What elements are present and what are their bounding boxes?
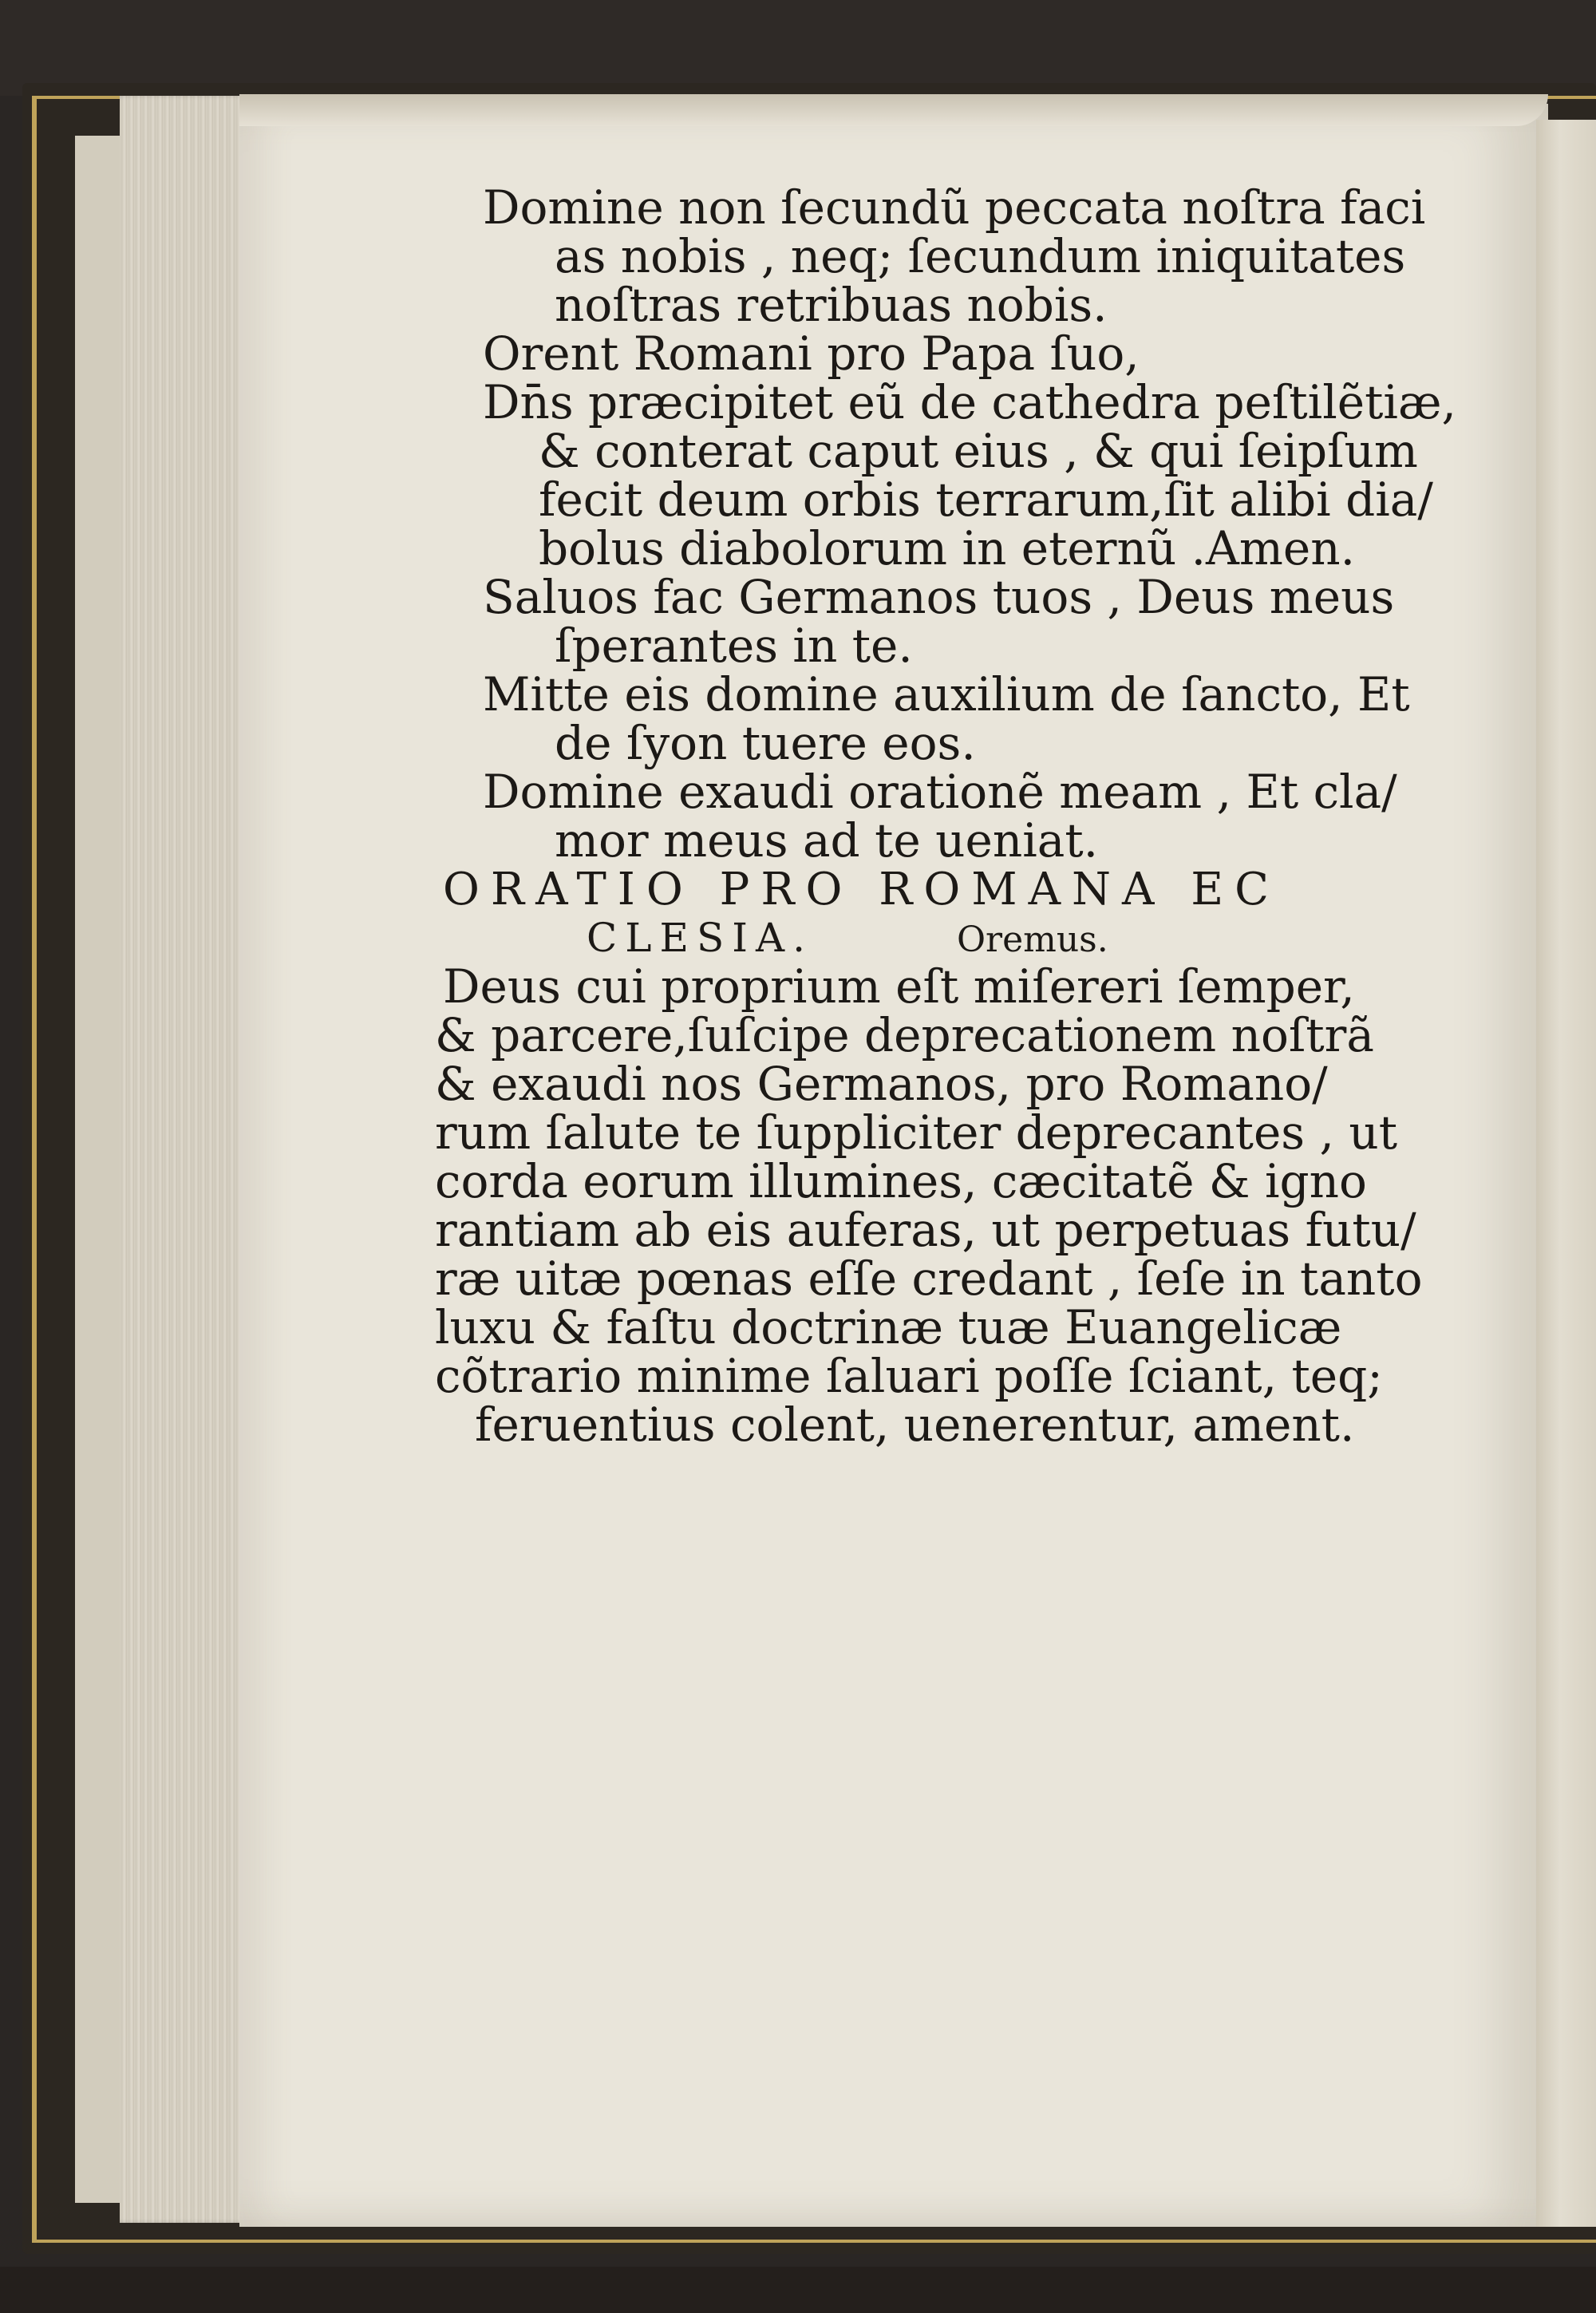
oremus-label: Oremus.	[956, 919, 1108, 960]
page-stack	[120, 96, 247, 2223]
prayer-line: feruentius colent, uenerentur, ament.	[475, 1398, 1355, 1452]
text-line: Dn̄s præcipitet eũ de cathedra peſtilẽtiæ,	[483, 375, 1456, 429]
text-line: ſperantes in te.	[555, 619, 913, 673]
text-line: Orent Romani pro Papa ſuo,	[483, 326, 1140, 381]
prayer-line: & exaudi nos Germanos, pro Romano/	[435, 1057, 1328, 1111]
text-line: fecit deum orbis terrarum,ſit alibi dia/	[539, 472, 1433, 527]
text-line: & conterat caput eius , & qui ſeipſum	[539, 424, 1418, 478]
prayer-line: & parcere,ſuſcipe deprecationem noſtrã	[435, 1008, 1374, 1062]
facing-page-edge	[1536, 120, 1596, 2227]
background-top	[0, 0, 1596, 96]
prayer-line: cõtrario minime ſaluari poſſe ſciant, teq;	[435, 1349, 1383, 1403]
prayer-line: corda eorum illumines, cæcitatẽ & igno	[435, 1154, 1367, 1208]
page-text	[435, 180, 1504, 1452]
text-line: Domine non ſecundũ peccata noſtra faci	[483, 180, 1426, 235]
prayer-line: ræ uitæ pœnas eſſe credant , ſeſe in tanto	[435, 1251, 1423, 1306]
text-line: noſtras retribuas nobis.	[555, 278, 1108, 332]
prayer-line: luxu & faſtu doctrinæ tuæ Euangelicæ	[435, 1300, 1342, 1354]
prayer-line: rum ſalute te ſuppliciter deprecantes , ut	[435, 1105, 1398, 1160]
text-line: Domine exaudi orationẽ meam , Et cla/	[483, 765, 1397, 819]
section-heading: ORATIO PRO ROMANA EC	[443, 864, 1281, 915]
page-top-curl	[239, 94, 1548, 126]
prayer-line: Deus cui proprium eſt miſereri ſemper,	[443, 959, 1355, 1014]
text-line: mor meus ad te ueniat.	[555, 813, 1099, 868]
text-line: de ſyon tuere eos.	[555, 716, 976, 770]
text-line: bolus diabolorum in eternũ .Amen.	[539, 521, 1356, 575]
section-heading-continued	[587, 914, 1504, 963]
text-line: Saluos fac Germanos tuos , Deus meus	[483, 570, 1395, 624]
heading-word: CLESIA.	[587, 915, 813, 961]
text-line: Mitte eis domine auxilium de ſancto, Et	[483, 667, 1410, 722]
background-bottom	[0, 2267, 1596, 2313]
prayer-line: rantiam ab eis auferas, ut perpetuas futu/	[435, 1203, 1416, 1257]
text-line: as nobis , neq; ſecundum iniquitates	[555, 229, 1406, 283]
